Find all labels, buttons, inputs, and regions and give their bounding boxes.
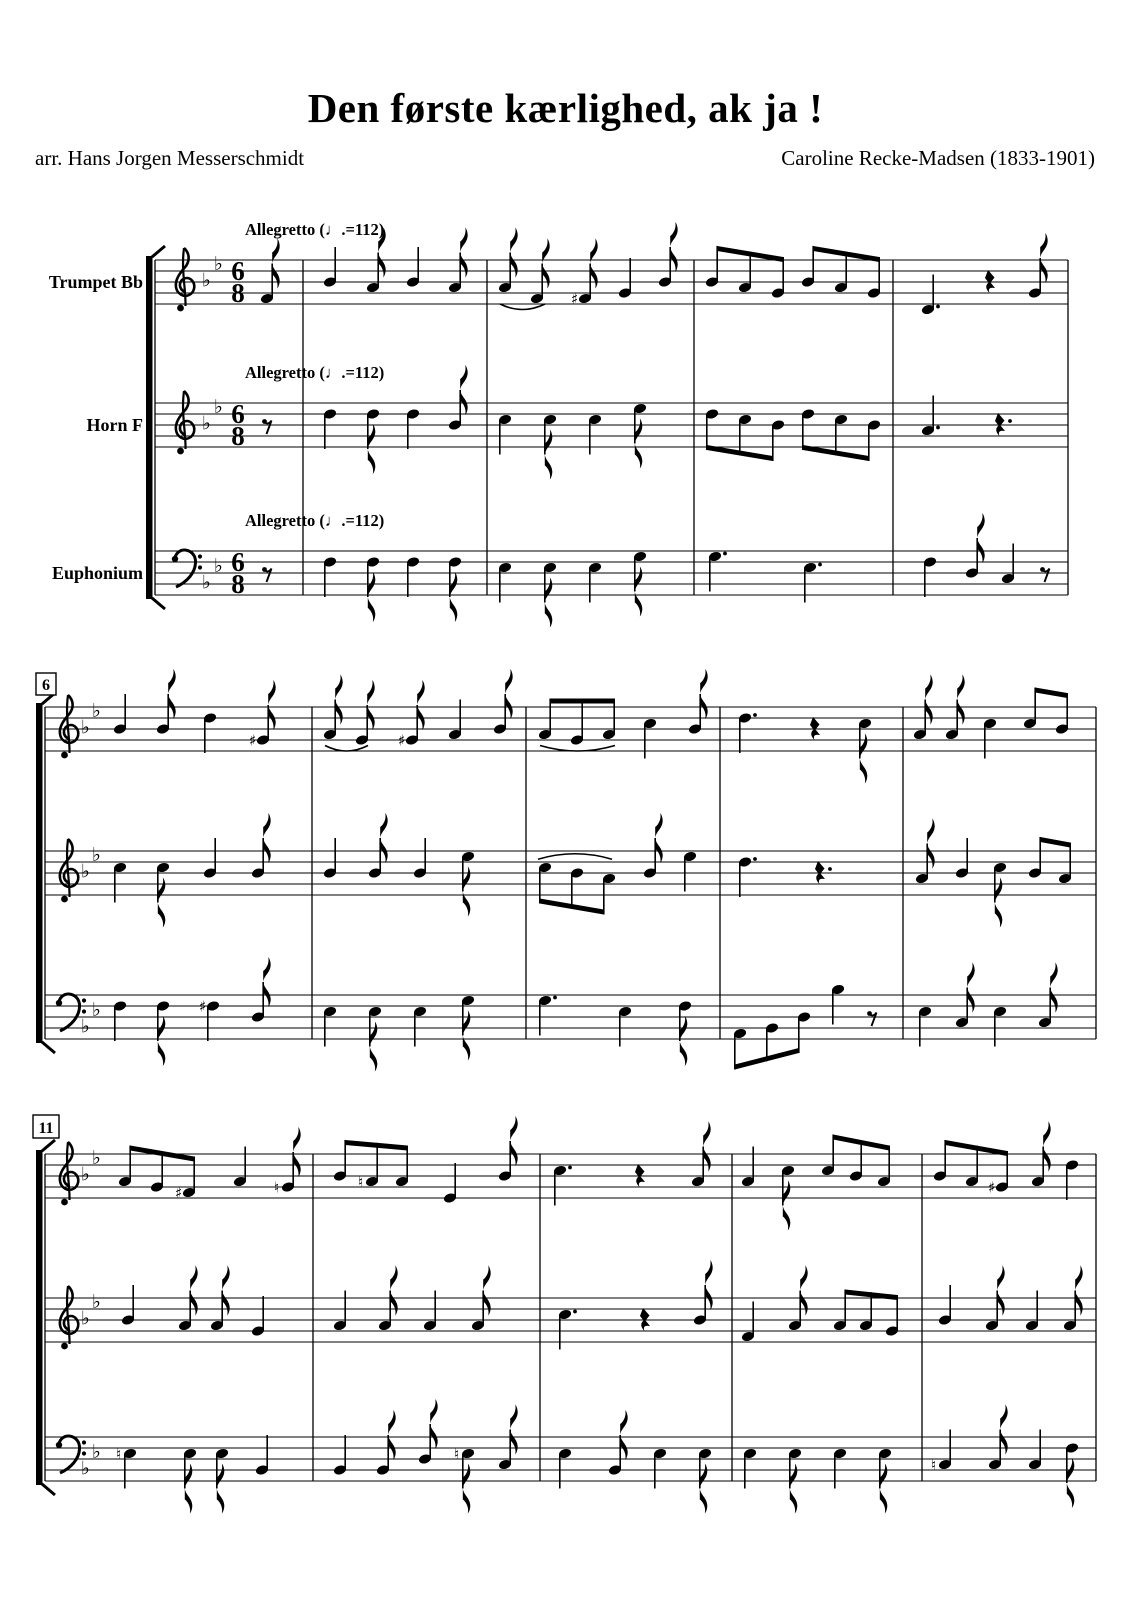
system-1-staff-horn-f <box>87 363 1069 480</box>
svg-text:♭: ♭ <box>92 700 101 722</box>
svg-text:8: 8 <box>231 421 245 451</box>
svg-text:♭: ♭ <box>92 1147 101 1169</box>
svg-text:♭: ♭ <box>81 860 90 883</box>
svg-text:♭: ♭ <box>202 412 211 435</box>
svg-text:♯: ♯ <box>571 290 579 308</box>
system-3-staff-euphonium <box>45 1399 1096 1514</box>
system-2 <box>36 669 1096 1072</box>
svg-text:8: 8 <box>231 278 245 308</box>
svg-text:♭: ♭ <box>81 1163 90 1186</box>
system-1 <box>49 220 1068 628</box>
system-3-staff-trumpet-bb <box>45 1116 1096 1231</box>
system-2-staff-horn-f <box>45 813 1096 928</box>
system-1-staff-euphonium <box>52 511 1068 628</box>
instrument-label: Euphonium <box>51 563 143 583</box>
svg-text:♯: ♯ <box>988 1178 996 1197</box>
svg-text:♮: ♮ <box>116 1445 122 1463</box>
svg-text:♭: ♭ <box>214 396 223 418</box>
system-2-staff-trumpet-bb <box>45 669 1096 784</box>
svg-text:♭: ♭ <box>202 571 211 594</box>
tempo-marking: Allegretto (♩.=112) <box>245 363 385 382</box>
svg-text:♮: ♮ <box>274 1178 280 1197</box>
svg-text:♭: ♭ <box>81 716 90 739</box>
svg-text:♮: ♮ <box>454 1445 460 1463</box>
system-3-staff-horn-f <box>45 1260 1096 1350</box>
system-3 <box>33 1115 1096 1514</box>
composer-credit: Caroline Recke-Madsen (1833-1901) <box>781 146 1095 170</box>
svg-text:♭: ♭ <box>92 999 101 1021</box>
tempo-marking: Allegretto (♩.=112) <box>245 220 385 239</box>
svg-text:♭: ♭ <box>81 1307 90 1330</box>
measure-number: 6 <box>42 677 50 694</box>
svg-text:♯: ♯ <box>249 731 257 750</box>
svg-text:♭: ♭ <box>92 1291 101 1313</box>
tempo-marking: Allegretto (♩.=112) <box>245 511 385 530</box>
svg-text:♯: ♯ <box>199 997 207 1016</box>
svg-text:♭: ♭ <box>81 1015 90 1038</box>
svg-text:6: 6 <box>231 399 245 429</box>
svg-text:8: 8 <box>231 569 245 599</box>
svg-text:♯: ♯ <box>175 1184 183 1202</box>
page-title: Den første kærlighed, ak ja ! <box>307 85 824 131</box>
svg-text:♭: ♭ <box>81 1457 90 1480</box>
instrument-label: Horn F <box>86 415 143 435</box>
svg-text:♭: ♭ <box>214 253 223 275</box>
svg-text:♭: ♭ <box>214 555 223 577</box>
svg-text:♮: ♮ <box>931 1456 937 1474</box>
arranger-credit: arr. Hans Jorgen Messerschmidt <box>35 146 305 170</box>
instrument-label: Trumpet Bb <box>48 272 143 292</box>
svg-text:♯: ♯ <box>398 731 406 750</box>
measure-number: 11 <box>38 1120 54 1137</box>
svg-text:♮: ♮ <box>358 1173 364 1191</box>
system-2-staff-euphonium <box>45 957 1096 1072</box>
svg-text:6: 6 <box>231 547 245 577</box>
svg-text:6: 6 <box>231 256 245 286</box>
svg-text:♭: ♭ <box>92 844 101 866</box>
system-1-staff-trumpet-bb <box>49 220 1068 316</box>
svg-text:♭: ♭ <box>202 269 211 292</box>
svg-text:♭: ♭ <box>92 1441 101 1463</box>
